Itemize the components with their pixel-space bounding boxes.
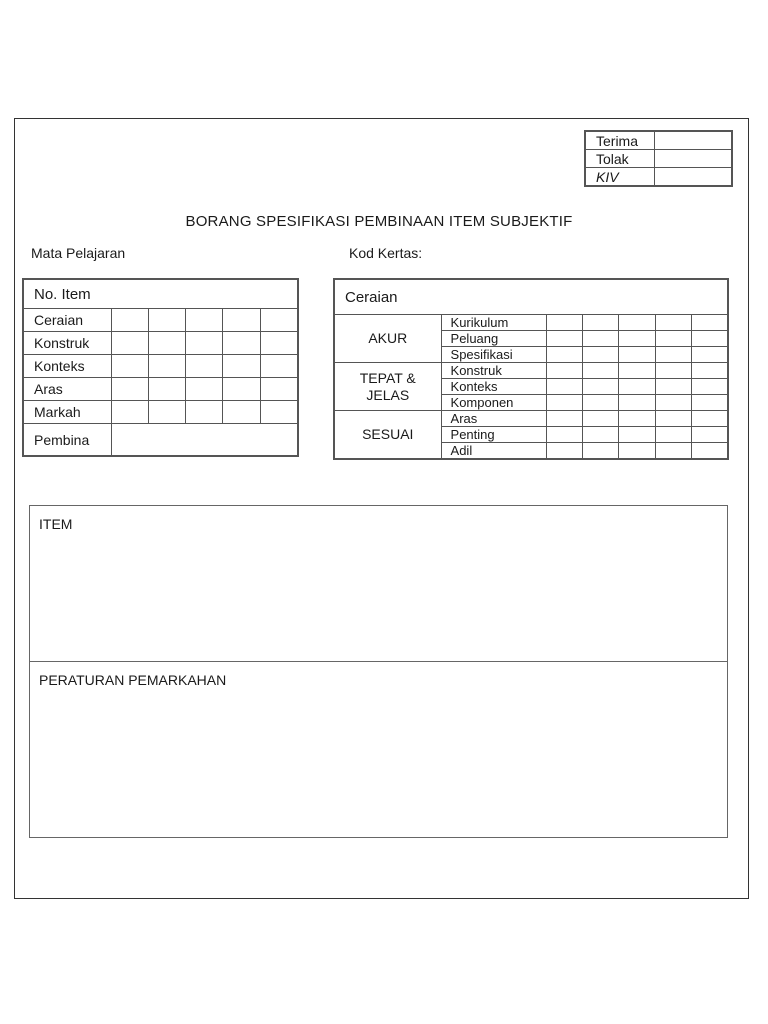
status-row-kiv: [585, 168, 732, 187]
table-row: [334, 315, 728, 331]
criteria-table: [333, 278, 729, 460]
criterion-label: Spesifikasi: [441, 347, 546, 363]
builder-entry-cell[interactable]: [111, 424, 298, 457]
entry-cell[interactable]: [655, 363, 691, 379]
paper-code-label: Kod Kertas:: [349, 245, 423, 261]
entry-cell[interactable]: [111, 378, 148, 401]
item-number-header-row: [23, 279, 298, 309]
row-label-markah: Markah: [23, 401, 111, 424]
group-akur: AKUR: [334, 315, 441, 363]
status-row-reject: [585, 150, 732, 168]
entry-cell[interactable]: [655, 347, 691, 363]
group-tepat-jelas: [334, 363, 441, 411]
entry-cell[interactable]: [111, 332, 148, 355]
row-label-pembina: Pembina: [23, 424, 111, 457]
item-box-label: ITEM: [39, 516, 73, 532]
entry-cell[interactable]: [619, 347, 655, 363]
criterion-label: Komponen: [441, 395, 546, 411]
criterion-label: Adil: [441, 443, 546, 460]
table-row: [334, 411, 728, 427]
subject-label: Mata Pelajaran: [31, 245, 126, 261]
criterion-label: Konteks: [441, 379, 546, 395]
status-accept-label: Terima: [585, 131, 655, 150]
entry-cell[interactable]: [583, 347, 619, 363]
item-number-header: No. Item: [23, 279, 298, 309]
entry-cell[interactable]: [148, 378, 185, 401]
status-accept-checkbox[interactable]: [655, 131, 733, 150]
entry-cell[interactable]: [619, 395, 655, 411]
entry-cell[interactable]: [260, 332, 298, 355]
entry-cell[interactable]: [547, 347, 583, 363]
status-reject-checkbox[interactable]: [655, 150, 733, 168]
entry-cell[interactable]: [655, 427, 691, 443]
entry-cell[interactable]: [186, 332, 223, 355]
status-kiv-label: KIV: [585, 168, 655, 187]
table-row: [334, 363, 728, 379]
criterion-label: Penting: [441, 427, 546, 443]
entry-cell[interactable]: [691, 331, 728, 347]
entry-cell[interactable]: [583, 395, 619, 411]
entry-cell[interactable]: [655, 411, 691, 427]
entry-cell[interactable]: [583, 427, 619, 443]
status-table: [584, 130, 733, 187]
entry-cell[interactable]: [186, 309, 223, 332]
criterion-label: Aras: [441, 411, 546, 427]
group-tepat-line1: TEPAT &: [359, 369, 416, 386]
entry-cell[interactable]: [260, 309, 298, 332]
criteria-header: Ceraian: [334, 279, 728, 315]
entry-cell[interactable]: [691, 315, 728, 331]
entry-cell[interactable]: [655, 379, 691, 395]
entry-cell[interactable]: [655, 395, 691, 411]
table-row: [23, 378, 298, 401]
entry-cell[interactable]: [691, 411, 728, 427]
entry-cell[interactable]: [223, 378, 260, 401]
entry-cell[interactable]: [547, 379, 583, 395]
entry-cell[interactable]: [619, 411, 655, 427]
entry-cell[interactable]: [655, 331, 691, 347]
entry-cell[interactable]: [186, 355, 223, 378]
entry-cell[interactable]: [547, 427, 583, 443]
entry-cell[interactable]: [691, 379, 728, 395]
form-title: BORANG SPESIFIKASI PEMBINAAN ITEM SUBJEKTIF: [185, 213, 573, 230]
entry-cell[interactable]: [223, 401, 260, 424]
entry-cell[interactable]: [619, 427, 655, 443]
entry-cell[interactable]: [223, 355, 260, 378]
entry-cell[interactable]: [691, 427, 728, 443]
entry-cell[interactable]: [260, 378, 298, 401]
entry-cell[interactable]: [691, 347, 728, 363]
table-row: [23, 309, 298, 332]
criterion-label: Peluang: [441, 331, 546, 347]
criterion-label: Konstruk: [441, 363, 546, 379]
marking-scheme-box[interactable]: [29, 661, 728, 838]
row-label-konteks: Konteks: [23, 355, 111, 378]
entry-cell[interactable]: [260, 355, 298, 378]
entry-cell[interactable]: [619, 331, 655, 347]
status-reject-label: Tolak: [585, 150, 655, 168]
entry-cell[interactable]: [111, 309, 148, 332]
row-label-konstruk: Konstruk: [23, 332, 111, 355]
item-box[interactable]: [29, 505, 728, 662]
entry-cell[interactable]: [223, 332, 260, 355]
entry-cell[interactable]: [547, 395, 583, 411]
item-number-table: [22, 278, 299, 457]
table-row: [23, 401, 298, 424]
entry-cell[interactable]: [148, 401, 185, 424]
entry-cell[interactable]: [111, 355, 148, 378]
entry-cell[interactable]: [619, 379, 655, 395]
entry-cell[interactable]: [260, 401, 298, 424]
status-row-accept: [585, 131, 732, 150]
entry-cell[interactable]: [148, 332, 185, 355]
table-row: [23, 355, 298, 378]
entry-cell[interactable]: [148, 355, 185, 378]
marking-scheme-label: PERATURAN PEMARKAHAN: [39, 672, 227, 688]
entry-cell[interactable]: [583, 443, 619, 460]
entry-cell[interactable]: [583, 331, 619, 347]
entry-cell[interactable]: [583, 315, 619, 331]
entry-cell[interactable]: [547, 411, 583, 427]
entry-cell[interactable]: [583, 411, 619, 427]
entry-cell[interactable]: [111, 401, 148, 424]
entry-cell[interactable]: [547, 363, 583, 379]
entry-cell[interactable]: [148, 309, 185, 332]
entry-cell[interactable]: [691, 395, 728, 411]
entry-cell[interactable]: [583, 379, 619, 395]
entry-cell[interactable]: [547, 331, 583, 347]
entry-cell[interactable]: [223, 309, 260, 332]
entry-cell[interactable]: [186, 378, 223, 401]
entry-cell[interactable]: [547, 443, 583, 460]
entry-cell[interactable]: [619, 443, 655, 460]
table-row: [23, 424, 298, 457]
entry-cell[interactable]: [619, 315, 655, 331]
entry-cell[interactable]: [655, 315, 691, 331]
entry-cell[interactable]: [691, 443, 728, 460]
entry-cell[interactable]: [547, 315, 583, 331]
entry-cell[interactable]: [655, 443, 691, 460]
group-sesuai: SESUAI: [334, 411, 441, 460]
row-label-aras: Aras: [23, 378, 111, 401]
entry-cell[interactable]: [691, 363, 728, 379]
criterion-label: Kurikulum: [441, 315, 546, 331]
row-label-ceraian: Ceraian: [23, 309, 111, 332]
criteria-header-row: [334, 279, 728, 315]
entry-cell[interactable]: [619, 363, 655, 379]
group-tepat-line2: JELAS: [366, 386, 410, 403]
entry-cell[interactable]: [583, 363, 619, 379]
entry-cell[interactable]: [186, 401, 223, 424]
status-kiv-checkbox[interactable]: [655, 168, 733, 187]
table-row: [23, 332, 298, 355]
